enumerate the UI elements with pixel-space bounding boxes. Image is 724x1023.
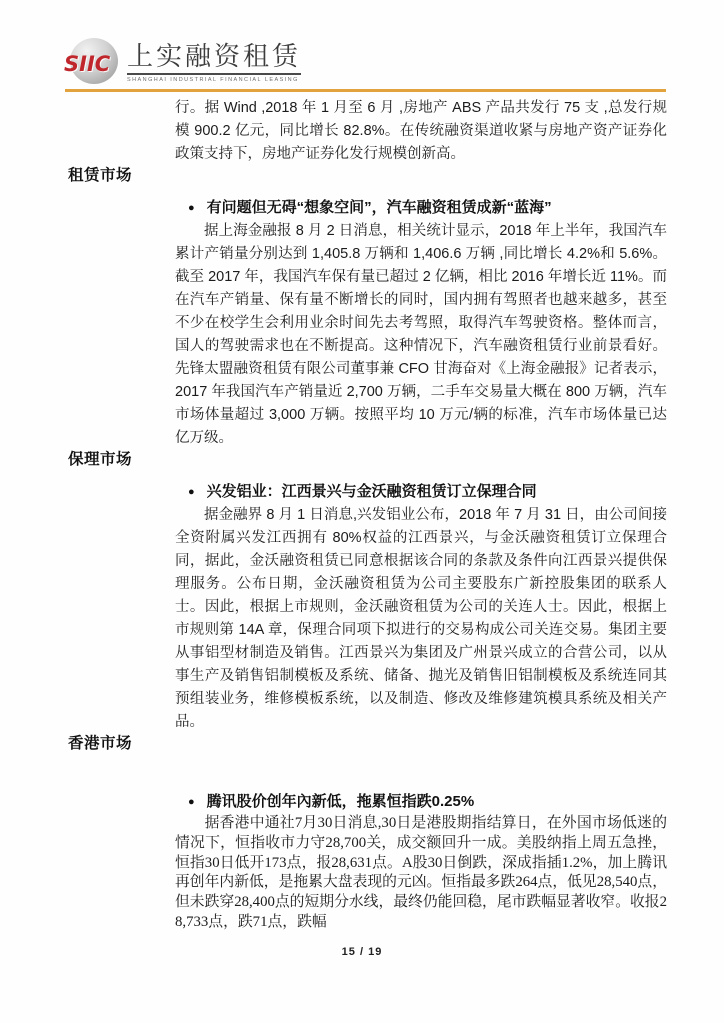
company-logo	[64, 36, 302, 84]
news-headline-tencent-hsi	[188, 791, 667, 814]
paragraph-tencent-hsi: 据香港中通社7月30日消息,30日是港股期指结算日，在外国市场低迷的情况下，恒指收市力守28,700关，成交额回升一成。美股纳指上周五急挫，恒指30日低开173点，报28,631点。A股30日倒跌，深成指插1.2%，加上腾讯再创年内新低，是拖累大盘表现的元凶。恒指最多跌264点，低见28,540点，但未跌穿28,400点的短期分水线，最终仍能回稳，尾市跌幅显著收窄。收报28,733点，跌71点，跌幅	[175, 815, 667, 930]
bullet-icon: ●	[188, 486, 195, 498]
paragraph-auto-leasing: 据上海金融报 8 月 2 日消息，相关统计显示，2018 年上半年，我国汽车累计产销量分别达到 1,405.8 万辆和 1,406.6 万辆 ,同比增长 4.2%和 5.6%。截至 2017 年，我国汽车保有量已超过 2 亿辆，相比 2016 年增长近 11%。而在汽车产销量、保有量不断增长的同时，国内拥有驾照者也越来越多，甚至不少在校学生会利用业余时间先去考驾照，取得汽车驾驶资格。整体而言，国人的驾驶需求也在不断提高。这种情况下，汽车融资租赁行业前景看好。先锋太盟融资租赁有限公司董事兼 CFO 甘海奋对《上海金融报》记者表示，2017 年我国汽车产销量近 2,700 万辆，二手车交易量大概在 800 万辆，汽车市场体量超过 3,000 万辆。按照平均 10 万元/辆的标准，汽车市场体量已达亿万级。	[175, 223, 667, 446]
bullet-icon: ●	[188, 202, 195, 214]
siic-globe-icon	[64, 38, 118, 84]
company-name: 上实融资租赁	[127, 43, 301, 75]
paragraph-factoring-contract: 据金融界 8 月 1 日消息,兴发铝业公布，2018 年 7 月 31 日，由公司间接全资附属兴发江西拥有 80%权益的江西景兴，与金沃融资租赁订立保理合同，据此，金沃融资租赁已同意根据该合同的条款及条件向江西景兴提供保理服务。公布日期，金沃融资租赁为公司主要股东广新控股集团的联系人士。因此，根据上市规则，金沃融资租赁为公司的关连人士。因此，根据上市规则第 14A 章，保理合同项下拟进行的交易构成公司关连交易。集团主要从事铝型材制造及销售。江西景兴为集团及广州景兴成立的合营公司，以从事生产及销售铝制模板及系统、储备、抛光及销售旧铝制模板及系统连同其预组装业务，维修模板系统，以及制造、修改及维修建筑模具系统及相关产品。	[175, 507, 667, 730]
headline-text: 有问题但无碍“想象空间”，汽车融资租赁成新“蓝海”	[206, 199, 552, 216]
news-headline-factoring-contract	[188, 481, 667, 504]
headline-text: 腾讯股价创年內新低，拖累恒指跌0.25%	[206, 793, 475, 810]
document-body	[68, 97, 667, 933]
headline-text: 兴发铝业：江西景兴与金沃融资租赁订立保理合同	[206, 483, 537, 500]
section-heading-hongkong-market: 香港市场	[68, 735, 133, 752]
page-number: 15 / 19	[341, 946, 383, 958]
section-heading-leasing-market: 租赁市场	[68, 167, 133, 184]
company-name-english: SHANGHAI INDUSTRIAL FINANCIAL LEASING	[127, 77, 299, 83]
siic-wordmark: SIIC	[64, 52, 111, 76]
bullet-icon: ●	[188, 796, 195, 808]
news-headline-auto-leasing	[188, 197, 667, 220]
intro-continuation-paragraph: 行。据 Wind ,2018 年 1 月至 6 月 ,房地产 ABS 产品共发行 75 支 ,总发行规模 900.2 亿元，同比增长 82.8%。在传统融资渠道收紧与房地产资产证券化政策支持下，房地产证券化发行规模创新高。	[175, 100, 667, 162]
logo-text	[127, 40, 302, 84]
header-divider-rule	[65, 89, 666, 92]
section-heading-factoring-market: 保理市场	[68, 451, 133, 468]
